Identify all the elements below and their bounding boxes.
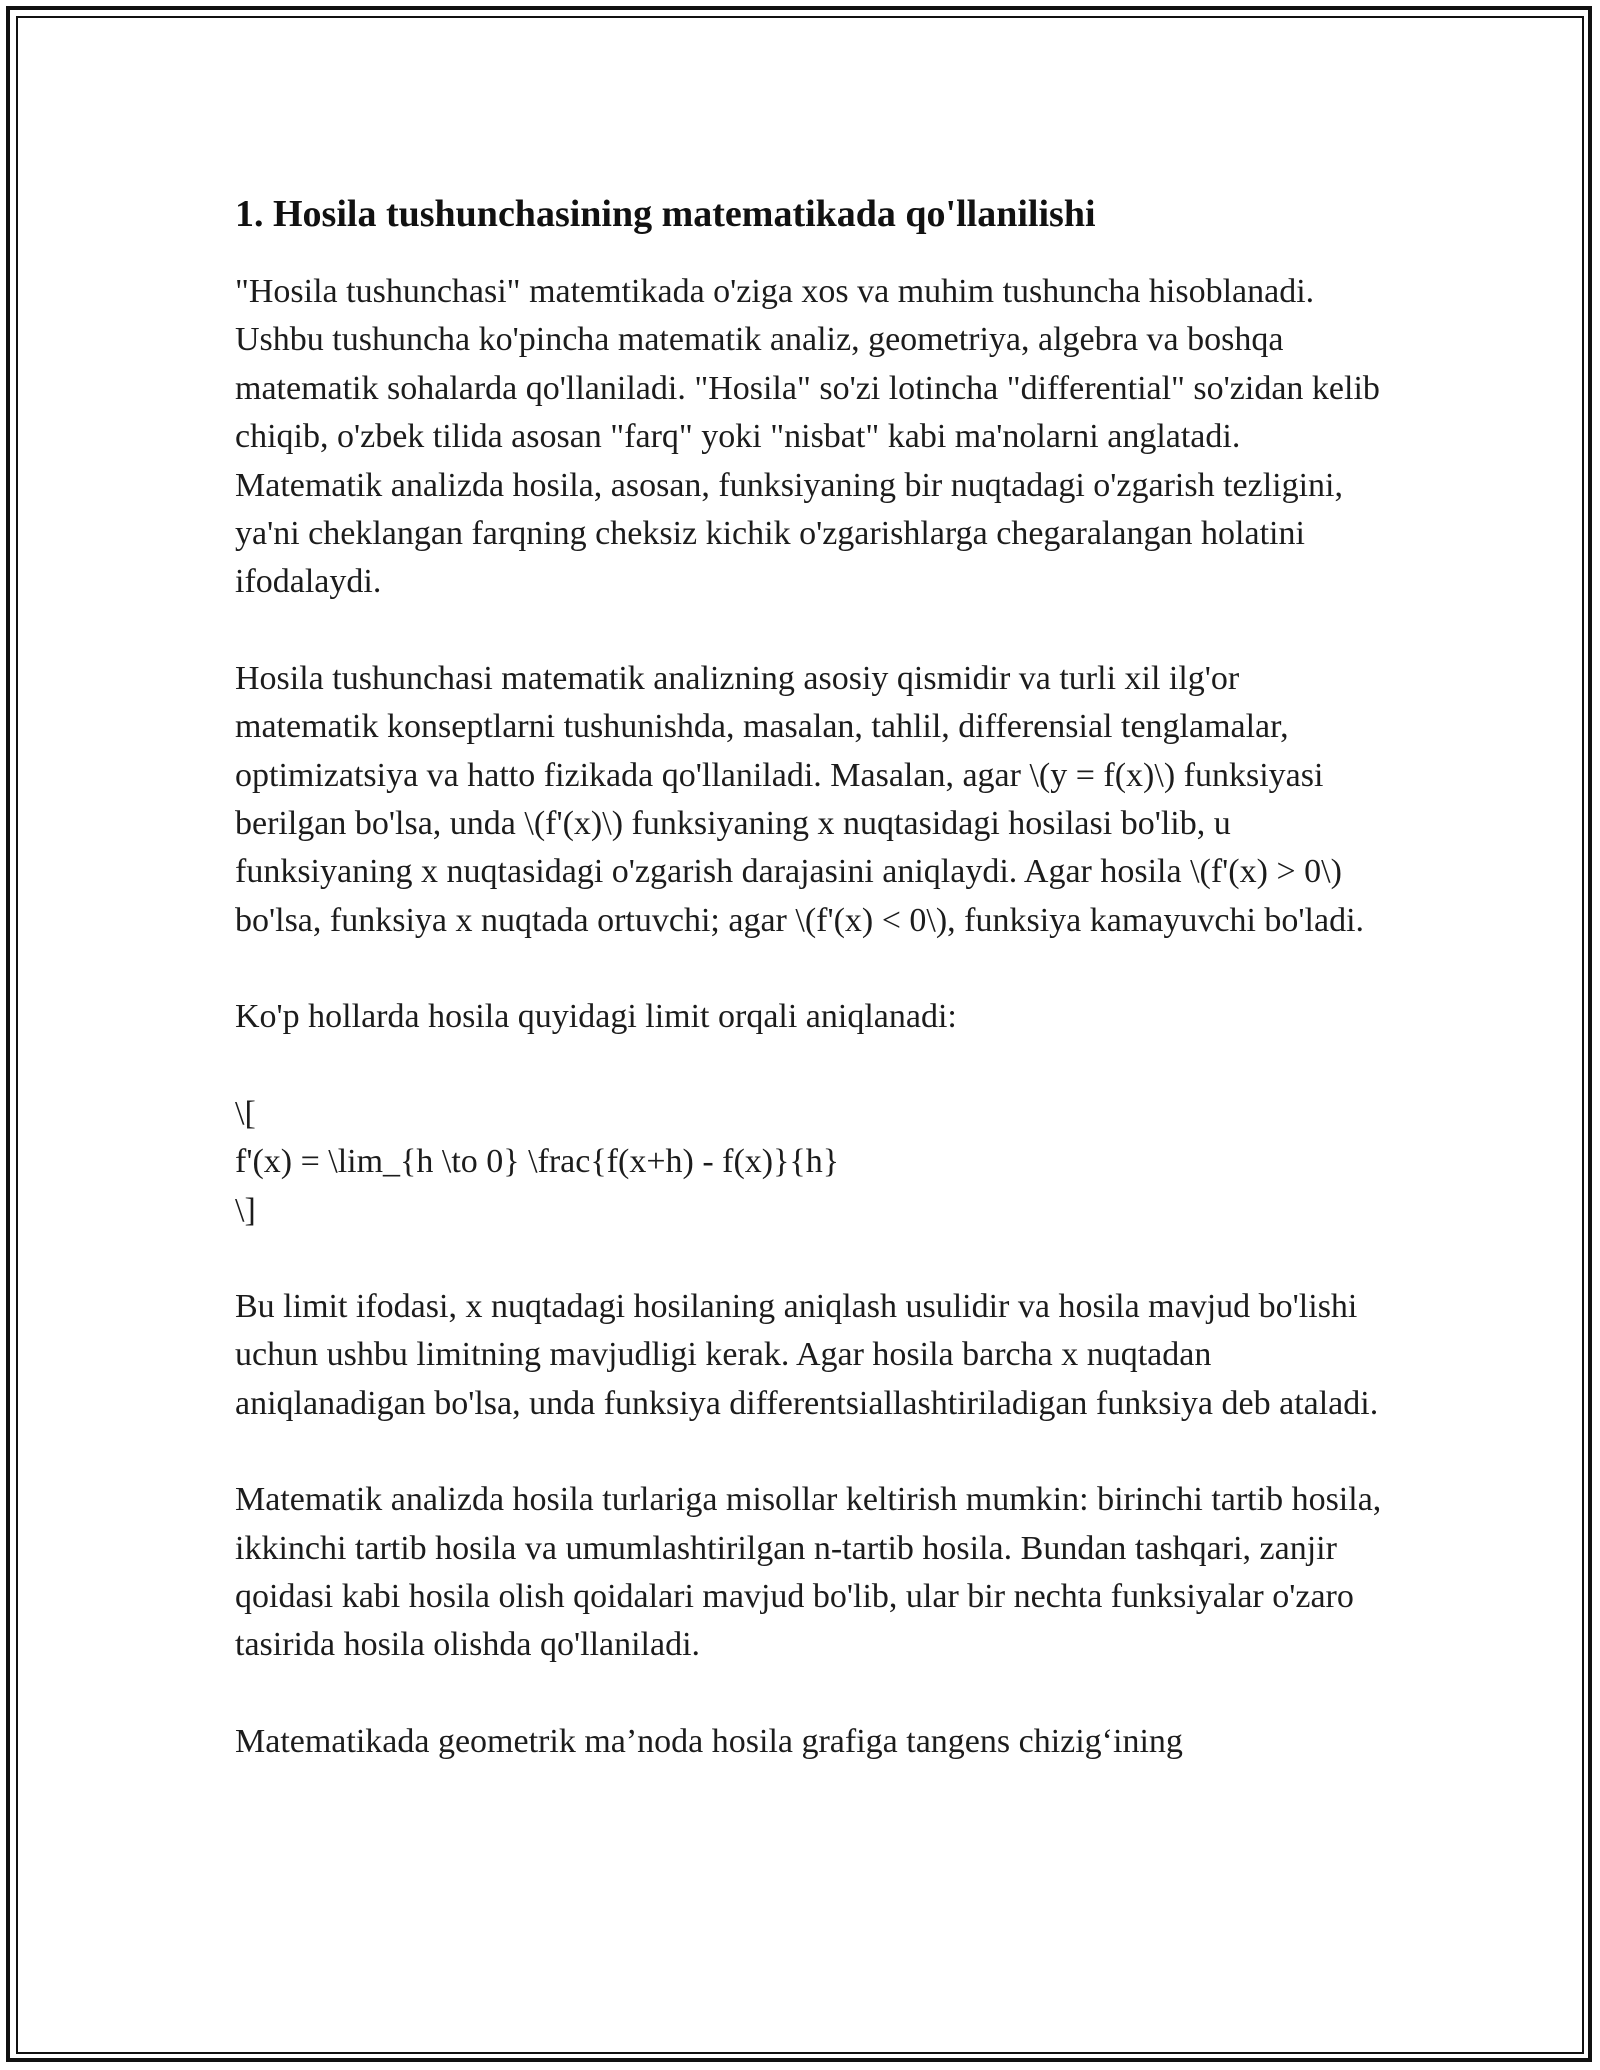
paragraph-6: Matematikada geometrik ma’noda hosila grafiga tangens chizig‘ining bbox=[235, 1722, 1183, 1760]
paragraph-2: Hosila tushunchasi matematik analizning asosiy qismidir va turli xil ilg'or matematik konseptlarni tushunishda, masalan, tahlil, differensial tenglamalar, optimizatsiya va hatto fizikada qo'llaniladi. Masalan, agar \(y = f(x)\) funksiyasi berilgan bo'lsa, unda \(f'(x)\) funksiyaning x nuqtasidagi hosilasi bo'lib, u funksiyaning x nuqtasidagi o'zgarish darajasini aniqlaydi. Agar hosila \(f'(x) > 0\) bo'lsa, funksiya x nuqtada ortuvchi; agar \(f'(x) < 0\), funksiya kamayuvchi bo'ladi. bbox=[235, 659, 1365, 939]
paragraph-3: Ko'p hollarda hosila quyidagi limit orqali aniqlanadi: bbox=[235, 998, 957, 1036]
paragraph-5: Matematik analizda hosila turlariga misollar keltirish mumkin: birinchi tartib hosila, ikkinchi tartib hosila va umumlashtirilgan n-tartib hosila. Bundan tashqari, zanjir qoidasi kabi hosila olish qoidalari mavjud bo'lib, ular bir nechta funksiyalar o'zaro tasirida hosila olishda qo'llaniladi. bbox=[235, 1481, 1390, 1664]
paragraph-1: "Hosila tushunchasi" matemtikada o'ziga xos va muhim tushuncha hisoblanadi. Ushbu tushuncha ko'pincha matematik analiz, geometriya, algebra va boshqa matematik sohalarda qo'llaniladi. "Hosila" so'zi lotincha "differential" so'zidan kelib chiqib, o'zbek tilida asosan "farq" yoki "nisbat" kabi ma'nolarni anglatadi. Matematik analizda hosila, asosan, funksiyaning bir nuqtadagi o'zgarish tezligini, ya'ni cheklangan farqning cheksiz kichik o'zgarishlarga chegaralangan holatini ifodalaydi. bbox=[235, 273, 1389, 601]
paragraph-4: Bu limit ifodasi, x nuqtadagi hosilaning aniqlash usulidir va hosila mavjud bo'lishi uchun ushbu limitning mavjudligi kerak. Agar hosila barcha x nuqtadan aniqlanadigan bo'lsa, unda funksiya differentsiallashtiriladigan funksiya deb ataladi. bbox=[235, 1287, 1379, 1422]
document-body bbox=[235, 190, 1390, 1814]
limit-formula: \[ f'(x) = \lim_{h \to 0} \frac{f(x+h) - f(x)}{h} \] bbox=[235, 1094, 840, 1229]
document-title: 1. Hosila tushunchasining matematikada qo'llanilishi bbox=[235, 193, 1096, 235]
